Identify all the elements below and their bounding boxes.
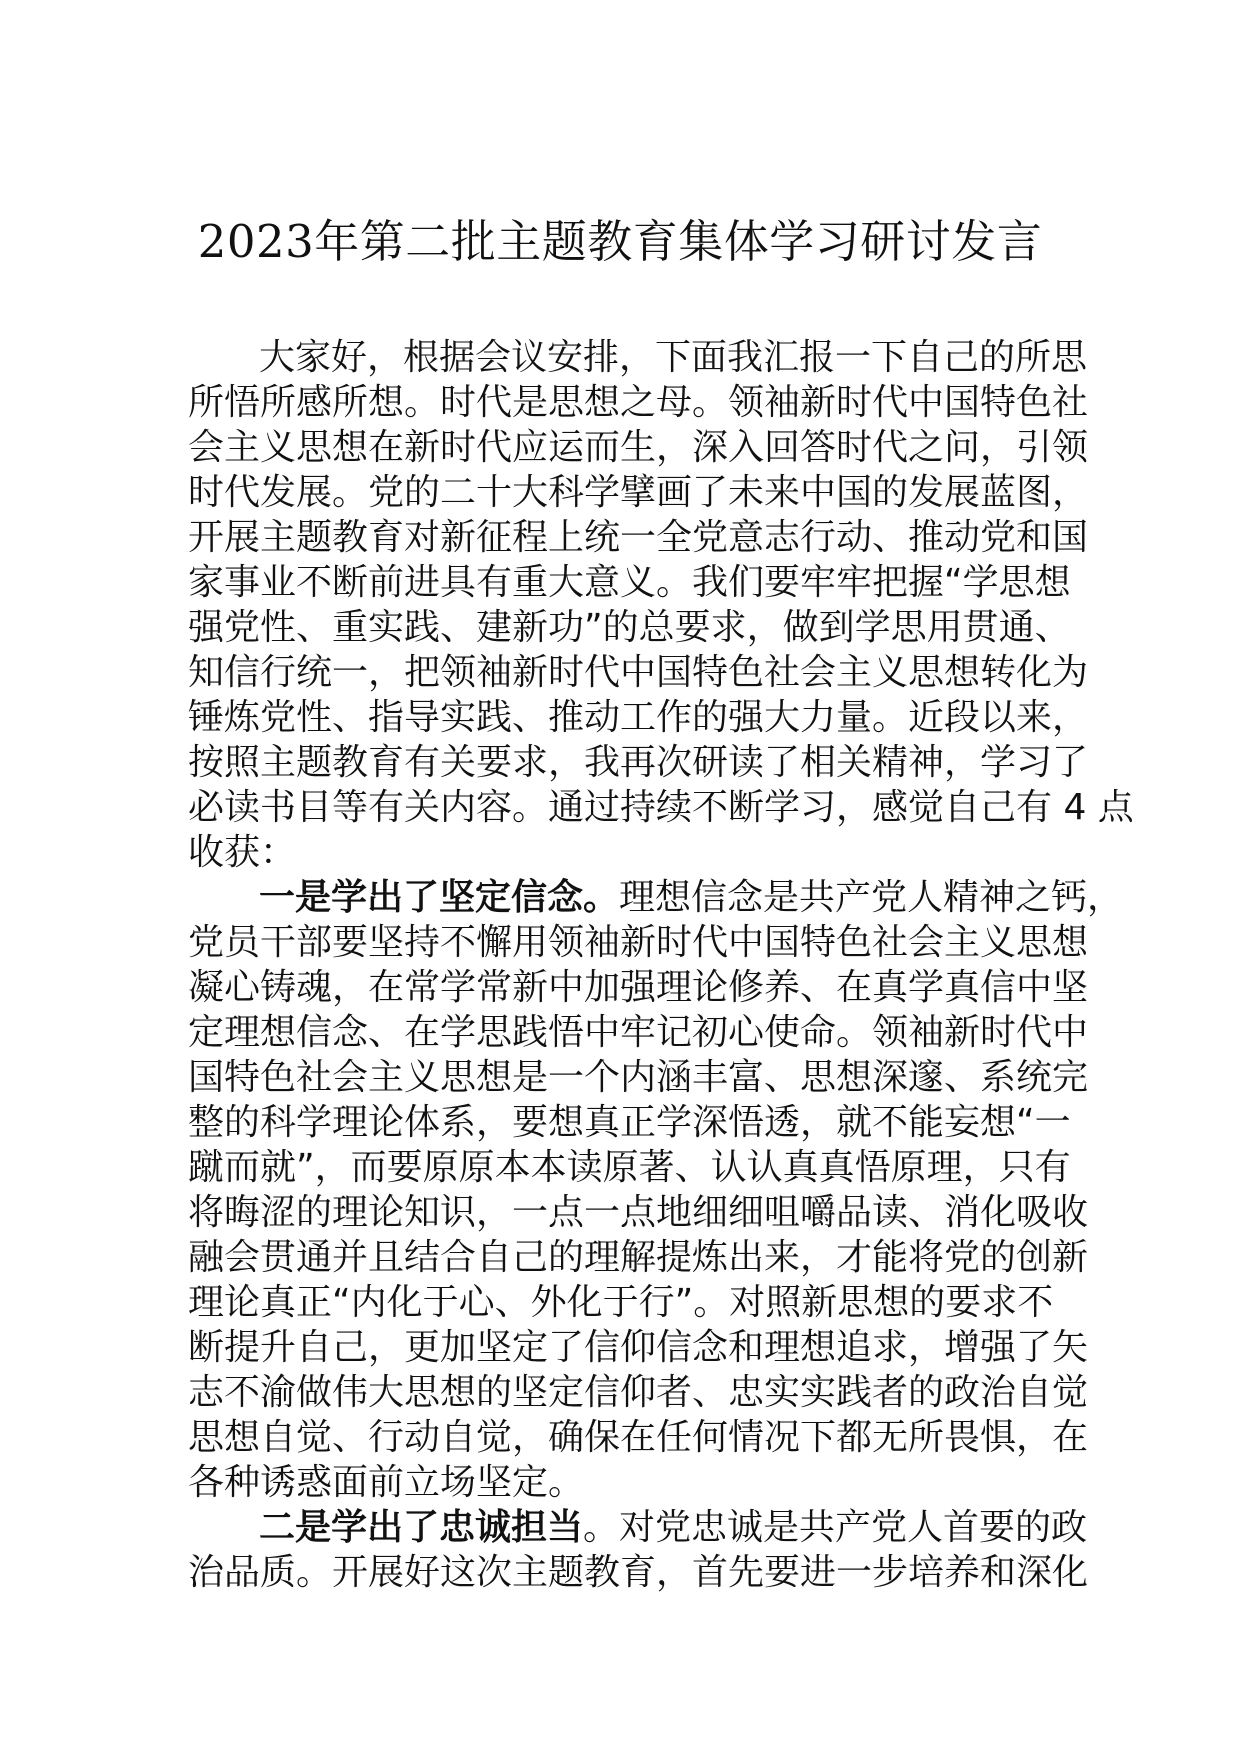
body-line: 治品质。开展好这次主题教育，首先要进一步培养和深化 — [188, 1552, 1089, 1593]
body-line: 必读书目等有关内容。通过持续不断学习，感觉自己有 4 点 — [188, 787, 1134, 828]
body-line: 蹴而就”，而要原原本本读原著、认认真真悟原理，只有 — [188, 1147, 1071, 1188]
body-line: 所悟所感所想。时代是思想之母。领袖新时代中国特色社 — [188, 382, 1089, 423]
body-line: 国特色社会主义思想是一个内涵丰富、思想深邃、系统完 — [188, 1057, 1089, 1098]
body-line: 各种诱惑面前立场坚定。 — [188, 1462, 585, 1503]
document-title: 2023年第二批主题教育集体学习研讨发言 — [197, 215, 1043, 268]
body-line: 强党性、重实践、建新功”的总要求，做到学思用贯通、 — [188, 607, 1071, 648]
body-line: 定理想信念、在学思践悟中牢记初心使命。领袖新时代中 — [188, 1012, 1089, 1053]
section-heading: 一是学出了坚定信念。 — [259, 877, 620, 918]
document-body — [188, 335, 1134, 1595]
body-line: 开展主题教育对新征程上统一全党意志行动、推动党和国 — [188, 517, 1089, 558]
body-line: 会主义思想在新时代应运而生，深入回答时代之问，引领 — [188, 427, 1089, 468]
body-line: 知信行统一，把领袖新时代中国特色社会主义思想转化为 — [188, 652, 1089, 693]
body-line: 志不渝做伟大思想的坚定信仰者、忠实实践者的政治自觉 — [188, 1372, 1089, 1413]
body-line: 时代发展。党的二十大科学擘画了未来中国的发展蓝图， — [188, 472, 1089, 513]
body-line: 党员干部要坚持不懈用领袖新时代中国特色社会主义思想 — [188, 922, 1089, 963]
body-line: 整的科学理论体系，要想真正学深悟透，就不能妄想“一 — [188, 1102, 1071, 1143]
body-line: 二是学出了忠诚担当。对党忠诚是共产党人首要的政 — [259, 1507, 1088, 1548]
body-line: 凝心铸魂，在常学常新中加强理论修养、在真学真信中坚 — [188, 967, 1089, 1008]
body-line: 思想自觉、行动自觉，确保在任何情况下都无所畏惧，在 — [188, 1417, 1089, 1458]
body-line: 家事业不断前进具有重大意义。我们要牢牢把握“学思想 — [188, 562, 1071, 603]
body-line: 将晦涩的理论知识，一点一点地细细咀嚼品读、消化吸收 — [188, 1192, 1089, 1233]
section-heading: 二是学出了忠诚担当 — [259, 1507, 584, 1548]
body-line: 理论真正“内化于心、外化于行”。对照新思想的要求不 — [188, 1282, 1054, 1323]
body-line: 收获： — [188, 832, 297, 873]
body-line: 一是学出了坚定信念。理想信念是共产党人精神之钙， — [259, 877, 1124, 918]
body-line: 锤炼党性、指导实践、推动工作的强大力量。近段以来， — [188, 697, 1089, 738]
body-line: 断提升自己，更加坚定了信仰信念和理想追求，增强了矢 — [188, 1327, 1089, 1368]
body-line: 大家好，根据会议安排，下面我汇报一下自己的所思 — [259, 337, 1088, 378]
body-line: 融会贯通并且结合自己的理解提炼出来，才能将党的创新 — [188, 1237, 1089, 1278]
body-line: 按照主题教育有关要求，我再次研读了相关精神，学习了 — [188, 742, 1089, 783]
